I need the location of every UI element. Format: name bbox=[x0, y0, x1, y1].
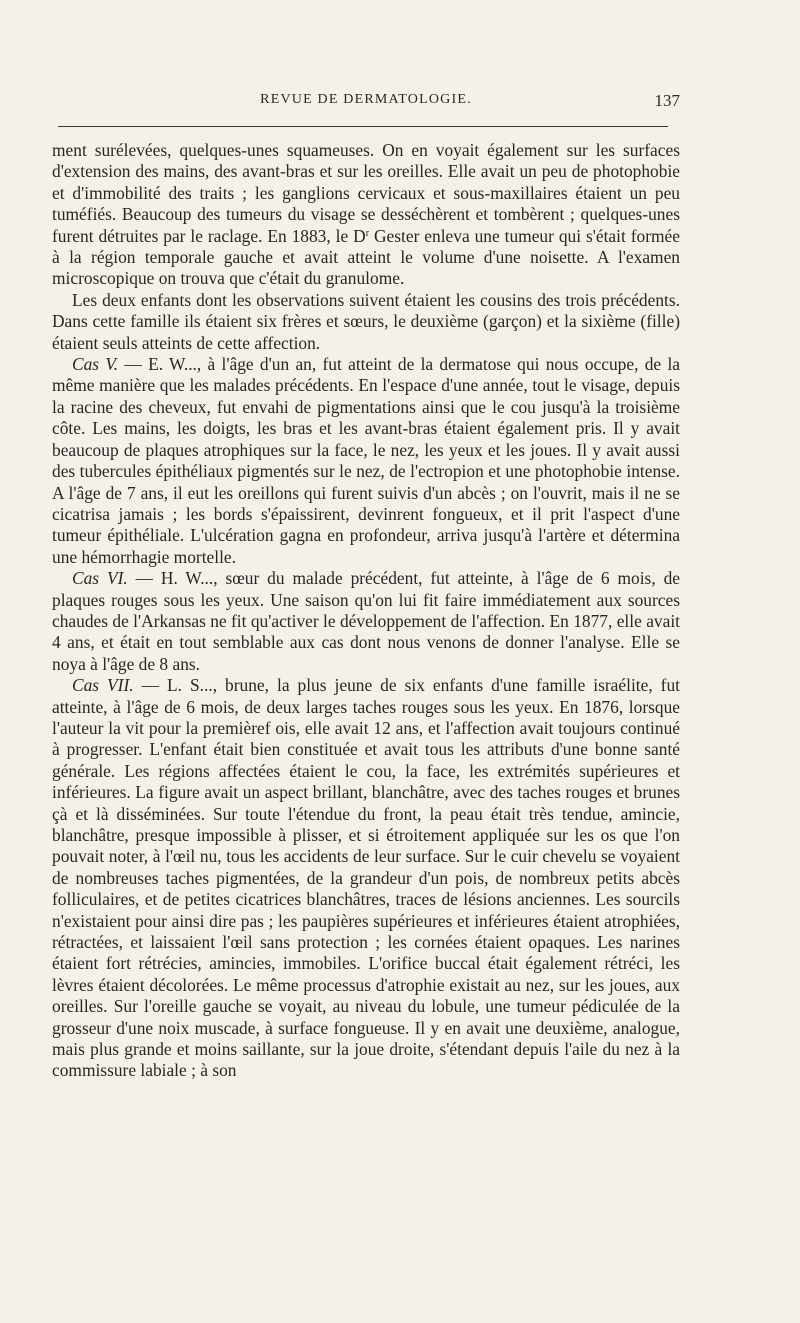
paragraph-text: — L. S..., brune, la plus jeune de six enfants d'une famille israélite, fut atteinte, à l'âge de 6 mois, de deux larges taches rouges sous les yeux. En 1876, lorsque l'auteur la vit pour la premièref ois, elle avait 12 ans, et l'affection avait toujours continué à progresser. L'enfant était bien constituée et avait tous les attributs d'une bonne santé générale. Les régions affectées étaient le cou, la face, les extrémités supérieures et inférieures. La figure avait un aspect brillant, blanchâtre, avec des taches rouges et brunes çà et là disséminées. Sur toute l'étendue du front, la peau était très tendue, amincie, blanchâtre, presque impossible à plisser, et si étroitement appliquée sur les os que l'on pouvait noter, à l'œil nu, tous les accidents de leur surface. Sur le cuir chevelu se voyaient de nombreuses taches pigmentées, de la grandeur d'un pois, de nombreux petits abcès folliculaires, et de petites cicatrices blanchâtres, traces de lésions anciennes. Les sourcils n'existaient pour ainsi dire pas ; les paupières supérieures et inférieures étaient atrophiées, rétractées, et laissaient l'œil sans protection ; les cornées étaient opaques. Les narines étaient fort rétrécies, amincies, immobiles. L'orifice buccal était également rétréci, les lèvres étaient décolorées. Le même processus d'atrophie existait au nez, sur les joues, aux oreilles. Sur l'oreille gauche se voyait, au niveau du lobule, une tumeur pédiculée de la grosseur d'une noix muscade, à surface fongueuse. Il y en avait une deuxième, analogue, mais plus grande et moins saillante, sur la joue droite, s'étendant depuis l'aile du nez à la commissure labiale ; à son bbox=[52, 675, 680, 1081]
paragraph-case-v bbox=[52, 354, 680, 568]
paragraph-case-vii bbox=[52, 675, 680, 1082]
case-label: Cas V. bbox=[72, 354, 119, 375]
paragraph-text: — E. W..., à l'âge d'un an, fut atteint de la dermatose qui nous occupe, de la même manière que les malades précédents. En l'espace d'une année, tout le visage, depuis la racine des cheveux, fut envahi de pigmentations ainsi que le cou jusqu'à la troisième côte. Les mains, les doigts, les bras et les avant-bras étaient également pris. Il y avait beaucoup de plaques atrophiques sur la face, le nez, les yeux et les joues. Il y avait aussi des tubercules épithéliaux pigmentés sur le nez, de l'ectropion et une photophobie intense. A l'âge de 7 ans, il eut les oreillons qui furent suivis d'un abcès ; on l'ouvrit, mais il ne se cicatrisa jamais ; les bords s'épaissirent, devinrent fongueux, et il prit l'aspect d'une tumeur épithéliale. L'ulcération gagna en profondeur, arriva jusqu'à l'artère et détermina une hémorrhagie mortelle. bbox=[52, 354, 680, 567]
paragraph-text: Gester enleva une tumeur qui s'était formée à la région temporale gauche et avait atteint le volume d'une noisette. A l'examen microscopique on trouva que c'était du granulome. bbox=[52, 225, 680, 289]
paragraph-text: ment surélevées, quelques-unes squameuses. On en voyait également sur les surfaces d'extension des mains, des avant-bras et sur les oreilles. Elle avait un peu de photophobie et d'immobilité des traits ; les ganglions cervicaux et sous-maxillaires étaient un peu tuméfiés. Beaucoup des tumeurs du visage se desséchèrent et tombèrent ; quelques-unes furent détruites par le raclage. En 1883, le D bbox=[52, 140, 680, 246]
body-text bbox=[52, 140, 680, 1082]
paragraph-text: — H. W..., sœur du malade précédent, fut atteinte, à l'âge de 6 mois, de plaques rouges sous les yeux. Une saison qu'on lui fit faire immédiatement aux sources chaudes de l'Arkansas ne fit qu'activer le développement de l'affection. En 1877, elle avait 4 ans, et était en tout semblable aux cas dont nous venons de donner l'analyse. Elle se noya à l'âge de 8 ans. bbox=[52, 568, 680, 674]
page-number: 137 bbox=[654, 91, 680, 110]
paragraph-continuation bbox=[52, 140, 680, 290]
paragraph-text: Les deux enfants dont les observations suivent étaient les cousins des trois précédents. Dans cette famille ils étaient six frères et sœurs, le deuxième (garçon) et la sixième (fille) étaient seuls atteints de cette affection. bbox=[52, 289, 680, 353]
page-header bbox=[52, 92, 680, 112]
case-label: Cas VI. bbox=[72, 568, 128, 589]
header-rule bbox=[58, 126, 668, 127]
running-title: REVUE DE DERMATOLOGIE. bbox=[260, 92, 472, 107]
paragraph bbox=[52, 290, 680, 354]
superscript: r bbox=[365, 227, 370, 239]
paragraph-case-vi bbox=[52, 568, 680, 675]
case-label: Cas VII. bbox=[72, 675, 134, 696]
